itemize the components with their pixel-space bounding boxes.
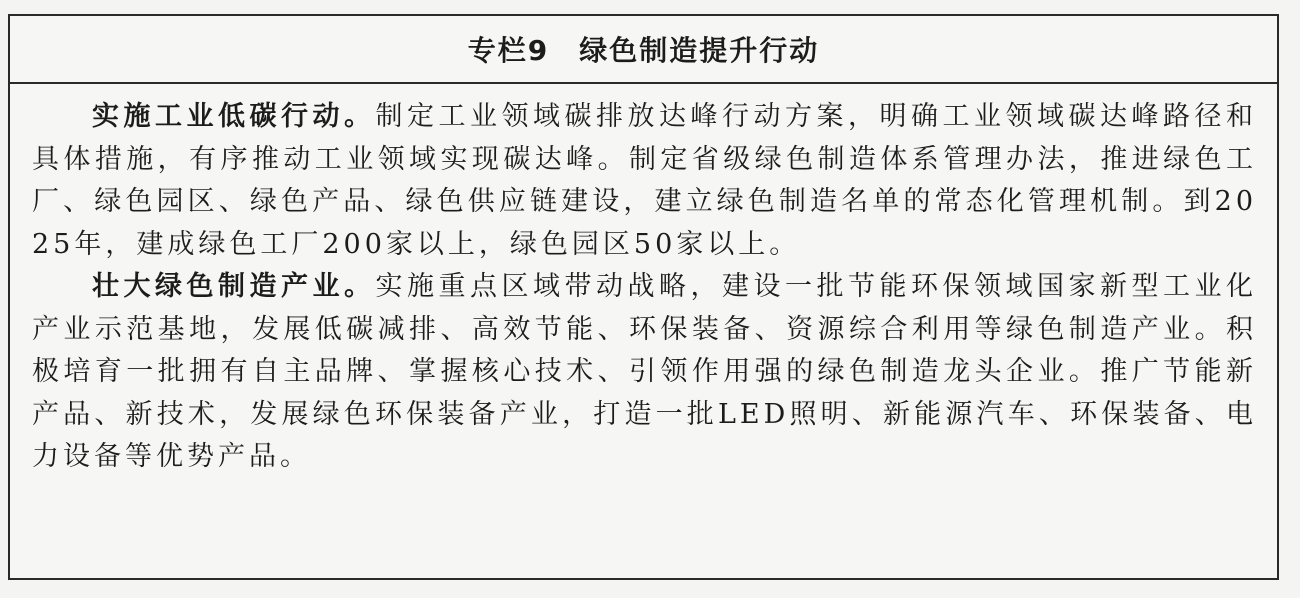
box-header xyxy=(10,16,1277,84)
paragraph-lead: 壮大绿色制造产业。 xyxy=(92,271,376,302)
paragraph-lead: 实施工业低碳行动。 xyxy=(92,101,376,132)
paragraph-low-carbon xyxy=(32,96,1257,266)
paragraph-text: 实施重点区域带动战略，建设一批节能环保领域国家新型工业化产业示范基地，发展低碳减排、高效节能、环保装备、资源综合利用等绿色制造产业。积极培育一批拥有自主品牌、掌握核心技术、引领作用强的绿色制造龙头企业。推广节能新产品、新技术，发展绿色环保装备产业，打造一批LED照明、新能源汽车、环保装备、电力设备等优势产品。 xyxy=(32,271,1257,472)
column-box xyxy=(8,14,1279,580)
paragraph-green-industry xyxy=(32,266,1257,479)
box-body xyxy=(10,84,1277,479)
box-title: 专栏9 绿色制造提升行动 xyxy=(467,34,820,67)
paragraph-text: 制定工业领域碳排放达峰行动方案，明确工业领域碳达峰路径和具体措施，有序推动工业领域实现碳达峰。制定省级绿色制造体系管理办法，推进绿色工厂、绿色园区、绿色产品、绿色供应链建设，建立绿色制造名单的常态化管理机制。到2025年，建成绿色工厂200家以上，绿色园区50家以上。 xyxy=(32,101,1257,260)
